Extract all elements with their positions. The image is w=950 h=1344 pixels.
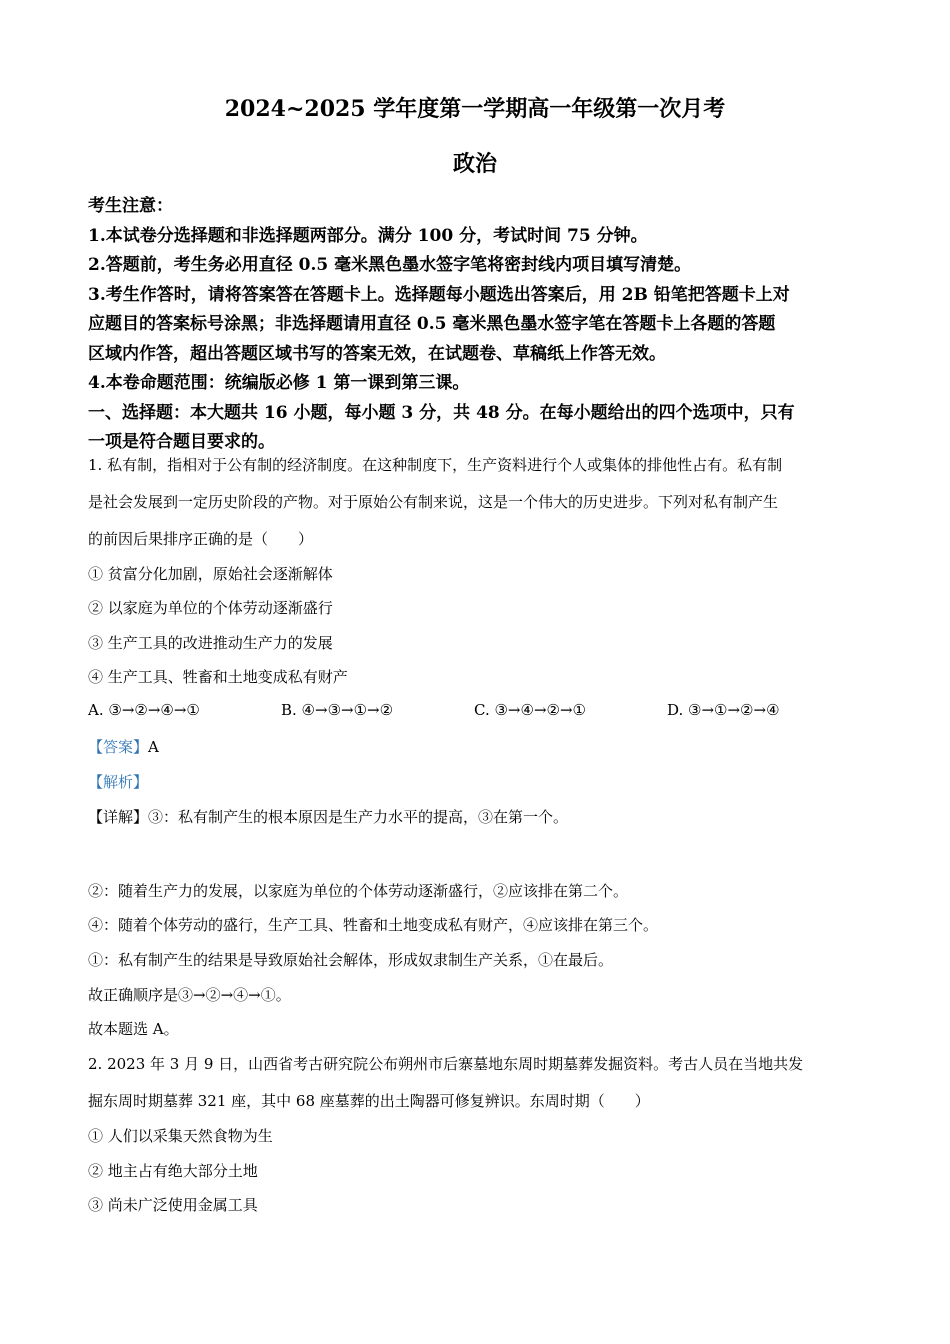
notice-item-4: 4.本卷命题范围：统编版必修 1 第一课到第三课。 <box>88 373 470 393</box>
detail-text-1: ③：私有制产生的根本原因是生产力水平的提高，③在第一个。 <box>148 808 569 826</box>
q1-statement-2: ② 以家庭为单位的个体劳动逐渐盛行 <box>88 599 333 617</box>
q2-stem-line-2: 掘东周时期墓葬 321 座，其中 68 座墓葬的出土陶器可修复辨识。东周时期（ ） <box>88 1092 650 1110</box>
answer-value: A <box>148 738 159 756</box>
q1-detail-line-5: 故正确顺序是③→②→④→①。 <box>88 986 291 1004</box>
q1-stem-line-3: 的前因后果排序正确的是（ ） <box>88 530 314 548</box>
q1-stem-line-1: 1. 私有制，指相对于公有制的经济制度。在这种制度下，生产资料进行个人或集体的排他性占有。私有制 <box>88 456 783 474</box>
notice-item-3-line-1: 3.考生作答时，请将答案答在答题卡上。选择题每小题选出答案后，用 2B 铅笔把答题卡上对 <box>88 284 790 305</box>
exam-notice <box>88 192 868 458</box>
section-heading-line-1: 一、选择题：本大题共 16 小题，每小题 3 分，共 48 分。在每小题给出的四个选项中，只有 <box>88 402 795 423</box>
detail-label: 【详解】 <box>88 808 149 826</box>
notice-item-3-line-3: 区域内作答，超出答题区域书写的答案无效，在试题卷、草稿纸上作答无效。 <box>88 343 666 364</box>
notice-item-2: 2.答题前，考生务必用直径 0.5 毫米黑色墨水签字笔将密封线内项目填写清楚。 <box>88 255 692 275</box>
q1-statement-3: ③ 生产工具的改进推动生产力的发展 <box>88 634 333 652</box>
q1-option-c: C. ③→④→②→① <box>474 701 586 719</box>
q1-options <box>88 701 868 719</box>
exam-title: 2024~2025 学年度第一学期高一年级第一次月考 <box>224 96 726 122</box>
notice-item-1: 1.本试卷分选择题和非选择题两部分。满分 100 分，考试时间 75 分钟。 <box>88 225 648 246</box>
analysis-label: 【解析】 <box>88 773 149 791</box>
q2-stem-line-1: 2. 2023 年 3 月 9 日，山西省考古研究院公布朔州市后寨墓地东周时期墓葬发掘资料。考古人员在当地共发 <box>88 1055 804 1073</box>
q2-statement-3: ③ 尚未广泛使用金属工具 <box>88 1196 258 1214</box>
notice-item-3-line-2: 应题目的答案标号涂黑；非选择题请用直径 0.5 毫米黑色墨水签字笔在答题卡上各题的答题 <box>88 314 776 334</box>
q1-statement-4: ④ 生产工具、牲畜和土地变成私有财产 <box>88 668 348 686</box>
q2-statement-1: ① 人们以采集天然食物为生 <box>88 1127 273 1145</box>
q1-answer <box>88 736 868 757</box>
q1-stem-line-2: 是社会发展到一定历史阶段的产物。对于原始公有制来说，这是一个伟大的历史进步。下列对私有制产生 <box>88 493 779 511</box>
notice-heading: 考生注意： <box>88 196 173 216</box>
exam-subject: 政治 <box>452 151 497 177</box>
q1-option-a: A. ③→②→④→① <box>88 701 200 719</box>
q1-detail-line-1 <box>88 806 868 827</box>
section-heading-line-2: 一项是符合题目要求的。 <box>88 432 275 452</box>
q2-statement-2: ② 地主占有绝大部分土地 <box>88 1162 258 1180</box>
q1-statement-1: ① 贫富分化加剧，原始社会逐渐解体 <box>88 565 333 583</box>
q1-detail-line-6: 故本题选 A。 <box>88 1020 179 1038</box>
q1-detail-line-3: ④：随着个体劳动的盛行，生产工具、牲畜和土地变成私有财产，④应该排在第三个。 <box>88 916 659 934</box>
q1-option-d: D. ③→①→②→④ <box>667 701 780 719</box>
q1-detail-line-4: ①：私有制产生的结果是导致原始社会解体，形成奴隶制生产关系，①在最后。 <box>88 951 614 969</box>
q1-detail-line-2: ②：随着生产力的发展，以家庭为单位的个体劳动逐渐盛行，②应该排在第二个。 <box>88 882 629 900</box>
q1-option-b: B. ④→③→①→② <box>281 701 394 719</box>
answer-label: 【答案】 <box>88 738 149 756</box>
